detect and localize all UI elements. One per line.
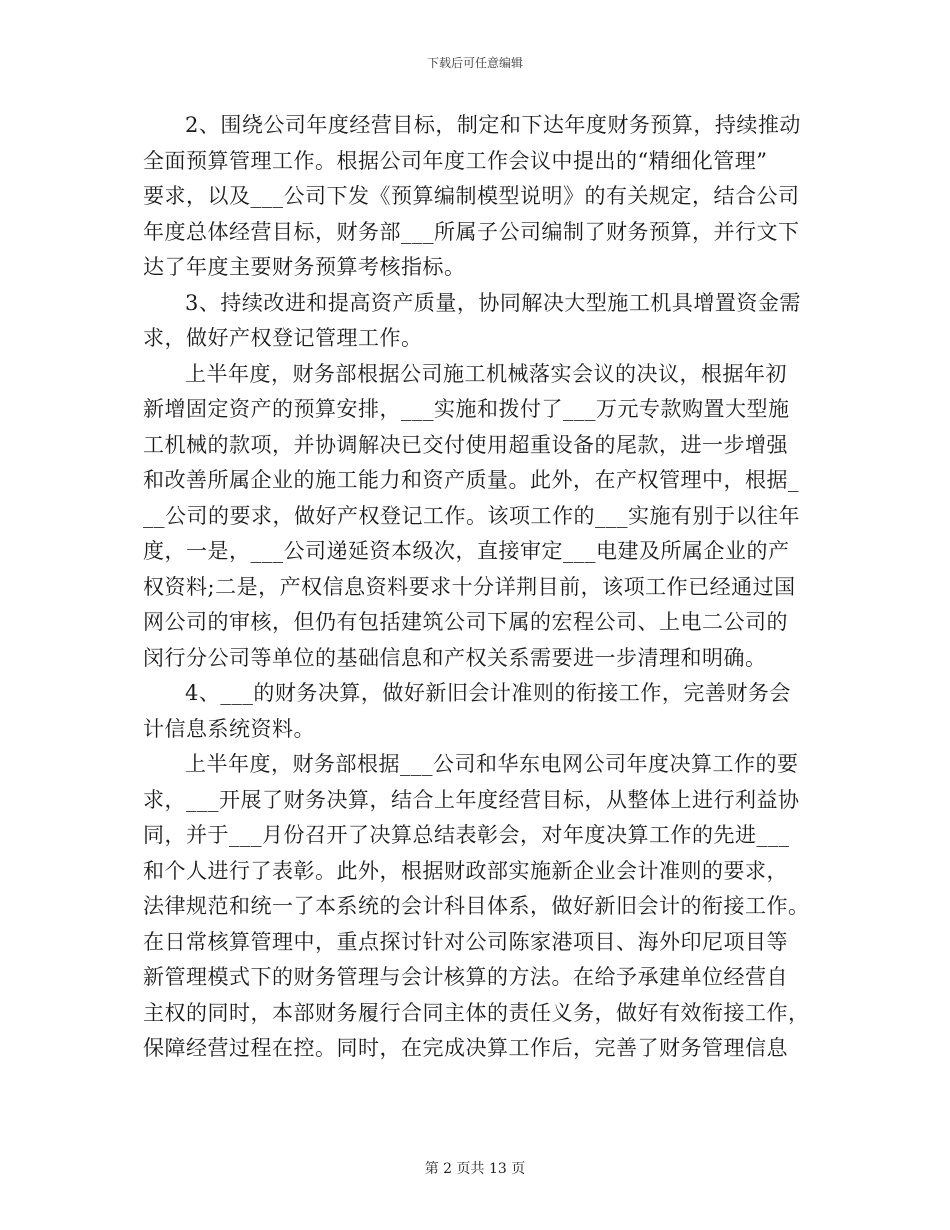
text-line: 工机械的款项，并协调解决已交付使用超重设备的尾款，进一步增强 [143,432,788,457]
text-line: 和改善所属企业的施工能力和资产质量。此外，在产权管理中，根据_ [143,468,799,492]
page-header: 下载后可任意编辑 [426,56,523,70]
document-body [143,108,811,1067]
text-line: 新管理模式下的财务管理与会计核算的方法。在给予承建单位经营自 [143,965,788,989]
text-line: 闵行分公司等单位的基础信息和产权关系需要进一步清理和明确。 [143,645,767,670]
text-line: 求，___开展了财务决算，结合上年度经营目标，从整体上进行利益协 [143,787,800,812]
text-line: 求，做好产权登记管理工作。 [143,326,423,350]
text-line: 上半年度，财务部根据___公司和华东电网公司年度决算工作的要 [185,752,799,776]
text-line: 新增固定资产的预算安排，___实施和拨付了___万元专款购置大型施 [143,397,790,421]
text-line: 要求，以及___公司下发《预算编制模型说明》的有关规定，结合公司 [143,184,800,208]
text-line: 2、围绕公司年度经营目标，制定和下达年度财务预算，持续推动 [185,113,801,137]
text-line: 权资料;二是，产权信息资料要求十分详荆目前，该项工作已经通过国 [143,574,796,599]
text-line: 度，一是，___公司递延资本级次，直接审定___电建及所属企业的产 [143,539,790,563]
text-line: 计信息系统资料。 [143,716,315,741]
text-line: 保障经营过程在控。同时，在完成决算工作后，完善了财务管理信息 [143,1036,788,1060]
page-number-footer: 第 2 页共 13 页 [424,1161,526,1177]
text-line: 4、___的财务决算，做好新旧会计准则的衔接工作，完善财务会 [185,681,791,705]
text-line: 同，并于___月份召开了决算总结表彰会，对年度决算工作的先进___ [143,823,790,847]
text-line: 网公司的审核，但仍有包括建筑公司下属的宏程公司、上电二公司的 [143,610,788,634]
text-line: 3、持续改进和提高资产质量，协同解决大型施工机具增置资金需 [185,290,801,315]
text-line: 上半年度，财务部根据公司施工机械落实会议的决议，根据年初 [185,361,787,386]
text-line: 主权的同时，本部财务履行合同主体的责任义务，做好有效衔接工作， [143,1000,810,1025]
text-line: 在日常核算管理中，重点探讨针对公司陈家港项目、海外印尼项目等 [143,929,788,954]
text-line: 达了年度主要财务预算考核指标。 [143,255,466,279]
text-line: 全面预算管理工作。根据公司年度工作会议中提出的“精细化管理” [143,148,768,173]
text-line: 和个人进行了表彰。此外，根据财政部实施新企业会计准则的要求， [143,858,788,883]
text-line: 法律规范和统一了本系统的会计科目体系，做好新旧会计的衔接工作。 [143,894,810,918]
text-line: __公司的要求，做好产权登记工作。该项工作的___实施有别于以往年 [143,503,800,528]
text-line: 年度总体经营目标，财务部___所属子公司编制了财务预算，并行文下 [143,219,800,244]
